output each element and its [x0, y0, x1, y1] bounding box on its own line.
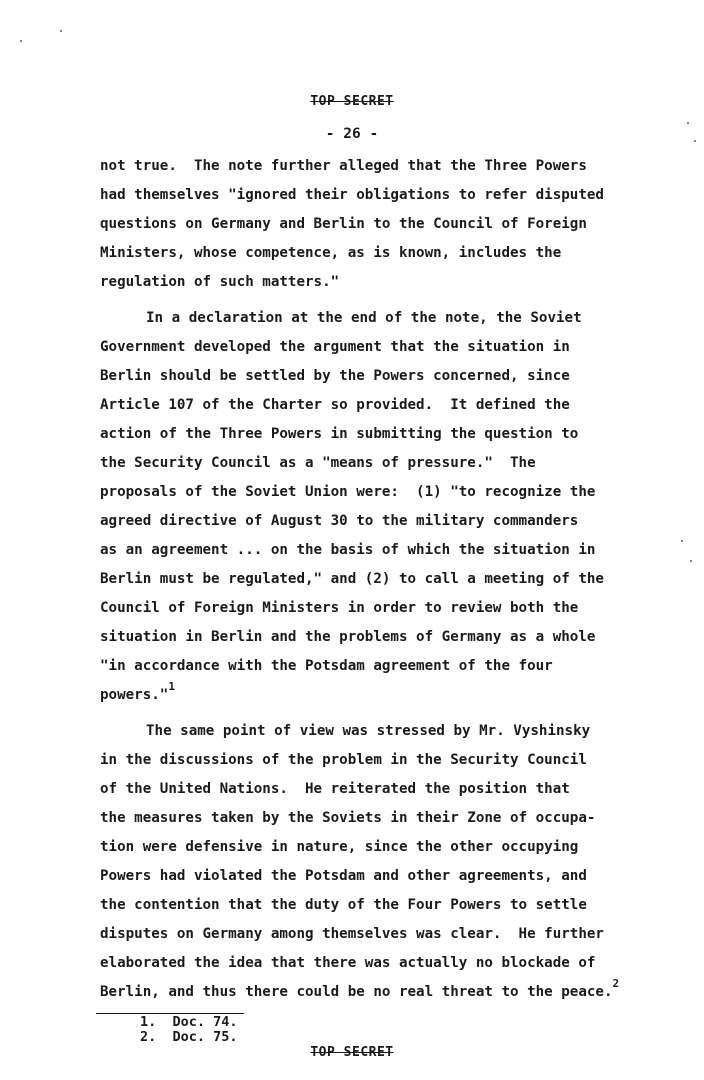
- footnote-2: 2. Doc. 75.: [140, 1029, 238, 1045]
- text-line: "in accordance with the Potsdam agreement of the four: [100, 658, 553, 674]
- text-line: not true. The note further alleged that the Three Powers: [100, 158, 587, 174]
- text-line: elaborated the idea that there was actually no blockade of: [100, 955, 596, 971]
- footnotes: [140, 1015, 238, 1045]
- bottom-classification-marking: TOP SECRET: [310, 1045, 394, 1060]
- text-line: [100, 978, 660, 1007]
- text-line: Berlin must be regulated," and (2) to call a meeting of the: [100, 571, 604, 587]
- text-line-content: powers.": [100, 687, 169, 703]
- text-line: [100, 681, 660, 710]
- scan-speck: [20, 40, 22, 42]
- text-line: as an agreement ... on the basis of which the situation in: [100, 542, 596, 558]
- text-line: Ministers, whose competence, as is known, includes the: [100, 245, 562, 261]
- paragraph-2: [100, 304, 660, 710]
- text-line: Council of Foreign Ministers in order to review both the: [100, 600, 579, 616]
- text-line: the contention that the duty of the Four Powers to settle: [100, 897, 587, 913]
- paragraph-3: [100, 717, 660, 1007]
- text-line: the measures taken by the Soviets in their Zone of occupa-: [100, 810, 596, 826]
- text-line: regulation of such matters.": [100, 274, 340, 290]
- text-line: agreed directive of August 30 to the military commanders: [100, 513, 579, 529]
- text-line: Powers had violated the Potsdam and other agreements, and: [100, 868, 587, 884]
- text-line: disputes on Germany among themselves was clear. He further: [100, 926, 604, 942]
- top-classification-marking: TOP SECRET: [310, 94, 394, 109]
- text-line: of the United Nations. He reiterated the position that: [100, 781, 570, 797]
- text-line: Article 107 of the Charter so provided. It defined the: [100, 397, 570, 413]
- scan-speck: [694, 140, 696, 142]
- text-line: In a declaration at the end of the note, the Soviet: [146, 310, 582, 326]
- text-line: questions on Germany and Berlin to the Council of Foreign: [100, 216, 587, 232]
- footnote-ref-2: 2: [612, 977, 620, 990]
- footnote-ref-1: 1: [168, 680, 175, 693]
- text-line: Government developed the argument that the situation in: [100, 339, 570, 355]
- scan-speck: [690, 560, 692, 562]
- scan-speck: [681, 540, 683, 542]
- text-line: in the discussions of the problem in the Security Council: [100, 752, 587, 768]
- paragraph-1: [100, 152, 660, 297]
- text-line: the Security Council as a "means of pressure." The: [100, 455, 536, 471]
- footnote-1: 1. Doc. 74.: [140, 1014, 238, 1030]
- body-text: [100, 152, 660, 1007]
- text-line: proposals of the Soviet Union were: (1) "to recognize the: [100, 484, 596, 500]
- text-line: had themselves "ignored their obligations to refer disputed: [100, 187, 604, 203]
- text-line: Berlin should be settled by the Powers concerned, since: [100, 368, 570, 384]
- scan-speck: [60, 30, 62, 32]
- text-line: situation in Berlin and the problems of Germany as a whole: [100, 629, 596, 645]
- text-line: The same point of view was stressed by Mr. Vyshinsky: [146, 723, 591, 739]
- text-line-content: Berlin, and thus there could be no real threat to the peace.: [100, 984, 613, 1000]
- text-line: action of the Three Powers in submitting the question to: [100, 426, 579, 442]
- scan-speck: [687, 122, 689, 124]
- text-line: tion were defensive in nature, since the other occupying: [100, 839, 579, 855]
- page-number: - 26 -: [325, 126, 379, 142]
